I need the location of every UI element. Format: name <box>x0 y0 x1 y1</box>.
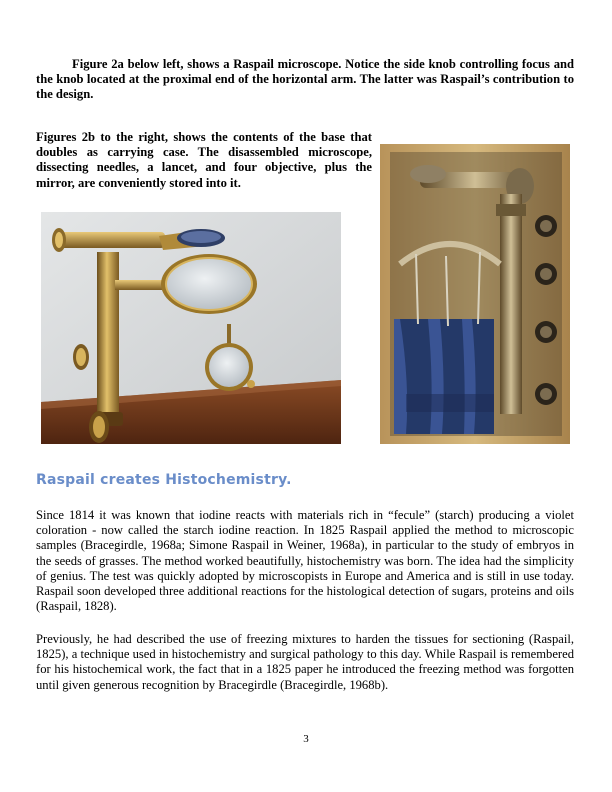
figure-2a-description: Figure 2a below left, shows a Raspail microscope. Notice the side knob controlling focus and the knob located at the proximal end of the horizontal arm. The latter was Raspail’s contribution to the design. <box>36 57 574 102</box>
histochemistry-paragraph: Since 1814 it was known that iodine reacts with materials rich in “fecule” (starch) producing a violet coloration - now called the starch iodine reaction. In 1825 Raspail applied the method to microscopic samples (Bracegirdle, 1968a; Simone Raspail in Weiner, 1968a), in particular to the study of embryos in the seeds of grasses. The method worked beautifully, histochemistry was born. The idea had the simplicity of genius. The test was quickly adopted by microscopists in Europe and America and is still in use today. Raspail soon developed three additional reactions for the histological detection of sugars, proteins and oils (Raspail, 1828). <box>36 508 574 614</box>
microscope-illustration <box>41 212 341 444</box>
figure-2b-description: Figures 2b to the right, shows the contents of the base that doubles as carrying case. The disassembled microscope, dissecting needles, a lancet, and four objective, plus the mirror, are conveniently stored into it. <box>36 130 372 190</box>
figure-2b-case-contents-photo <box>380 144 570 444</box>
freezing-method-paragraph: Previously, he had described the use of freezing mixtures to harden the tissues for sectioning (Raspail, 1825), a technique used in histochemistry and surgical pathology to this day. While Raspail is remembered for his histochemical work, the fact that in a 1825 paper he introduced the freezing method was forgotten until given generous recognition by Bracegirdle (Bracegirdle, 1968b). <box>36 632 574 692</box>
page-number: 3 <box>303 733 309 745</box>
figure-2a-microscope-photo <box>41 212 341 444</box>
section-heading: Raspail creates Histochemistry. <box>36 472 292 488</box>
case-contents-illustration <box>380 144 570 444</box>
